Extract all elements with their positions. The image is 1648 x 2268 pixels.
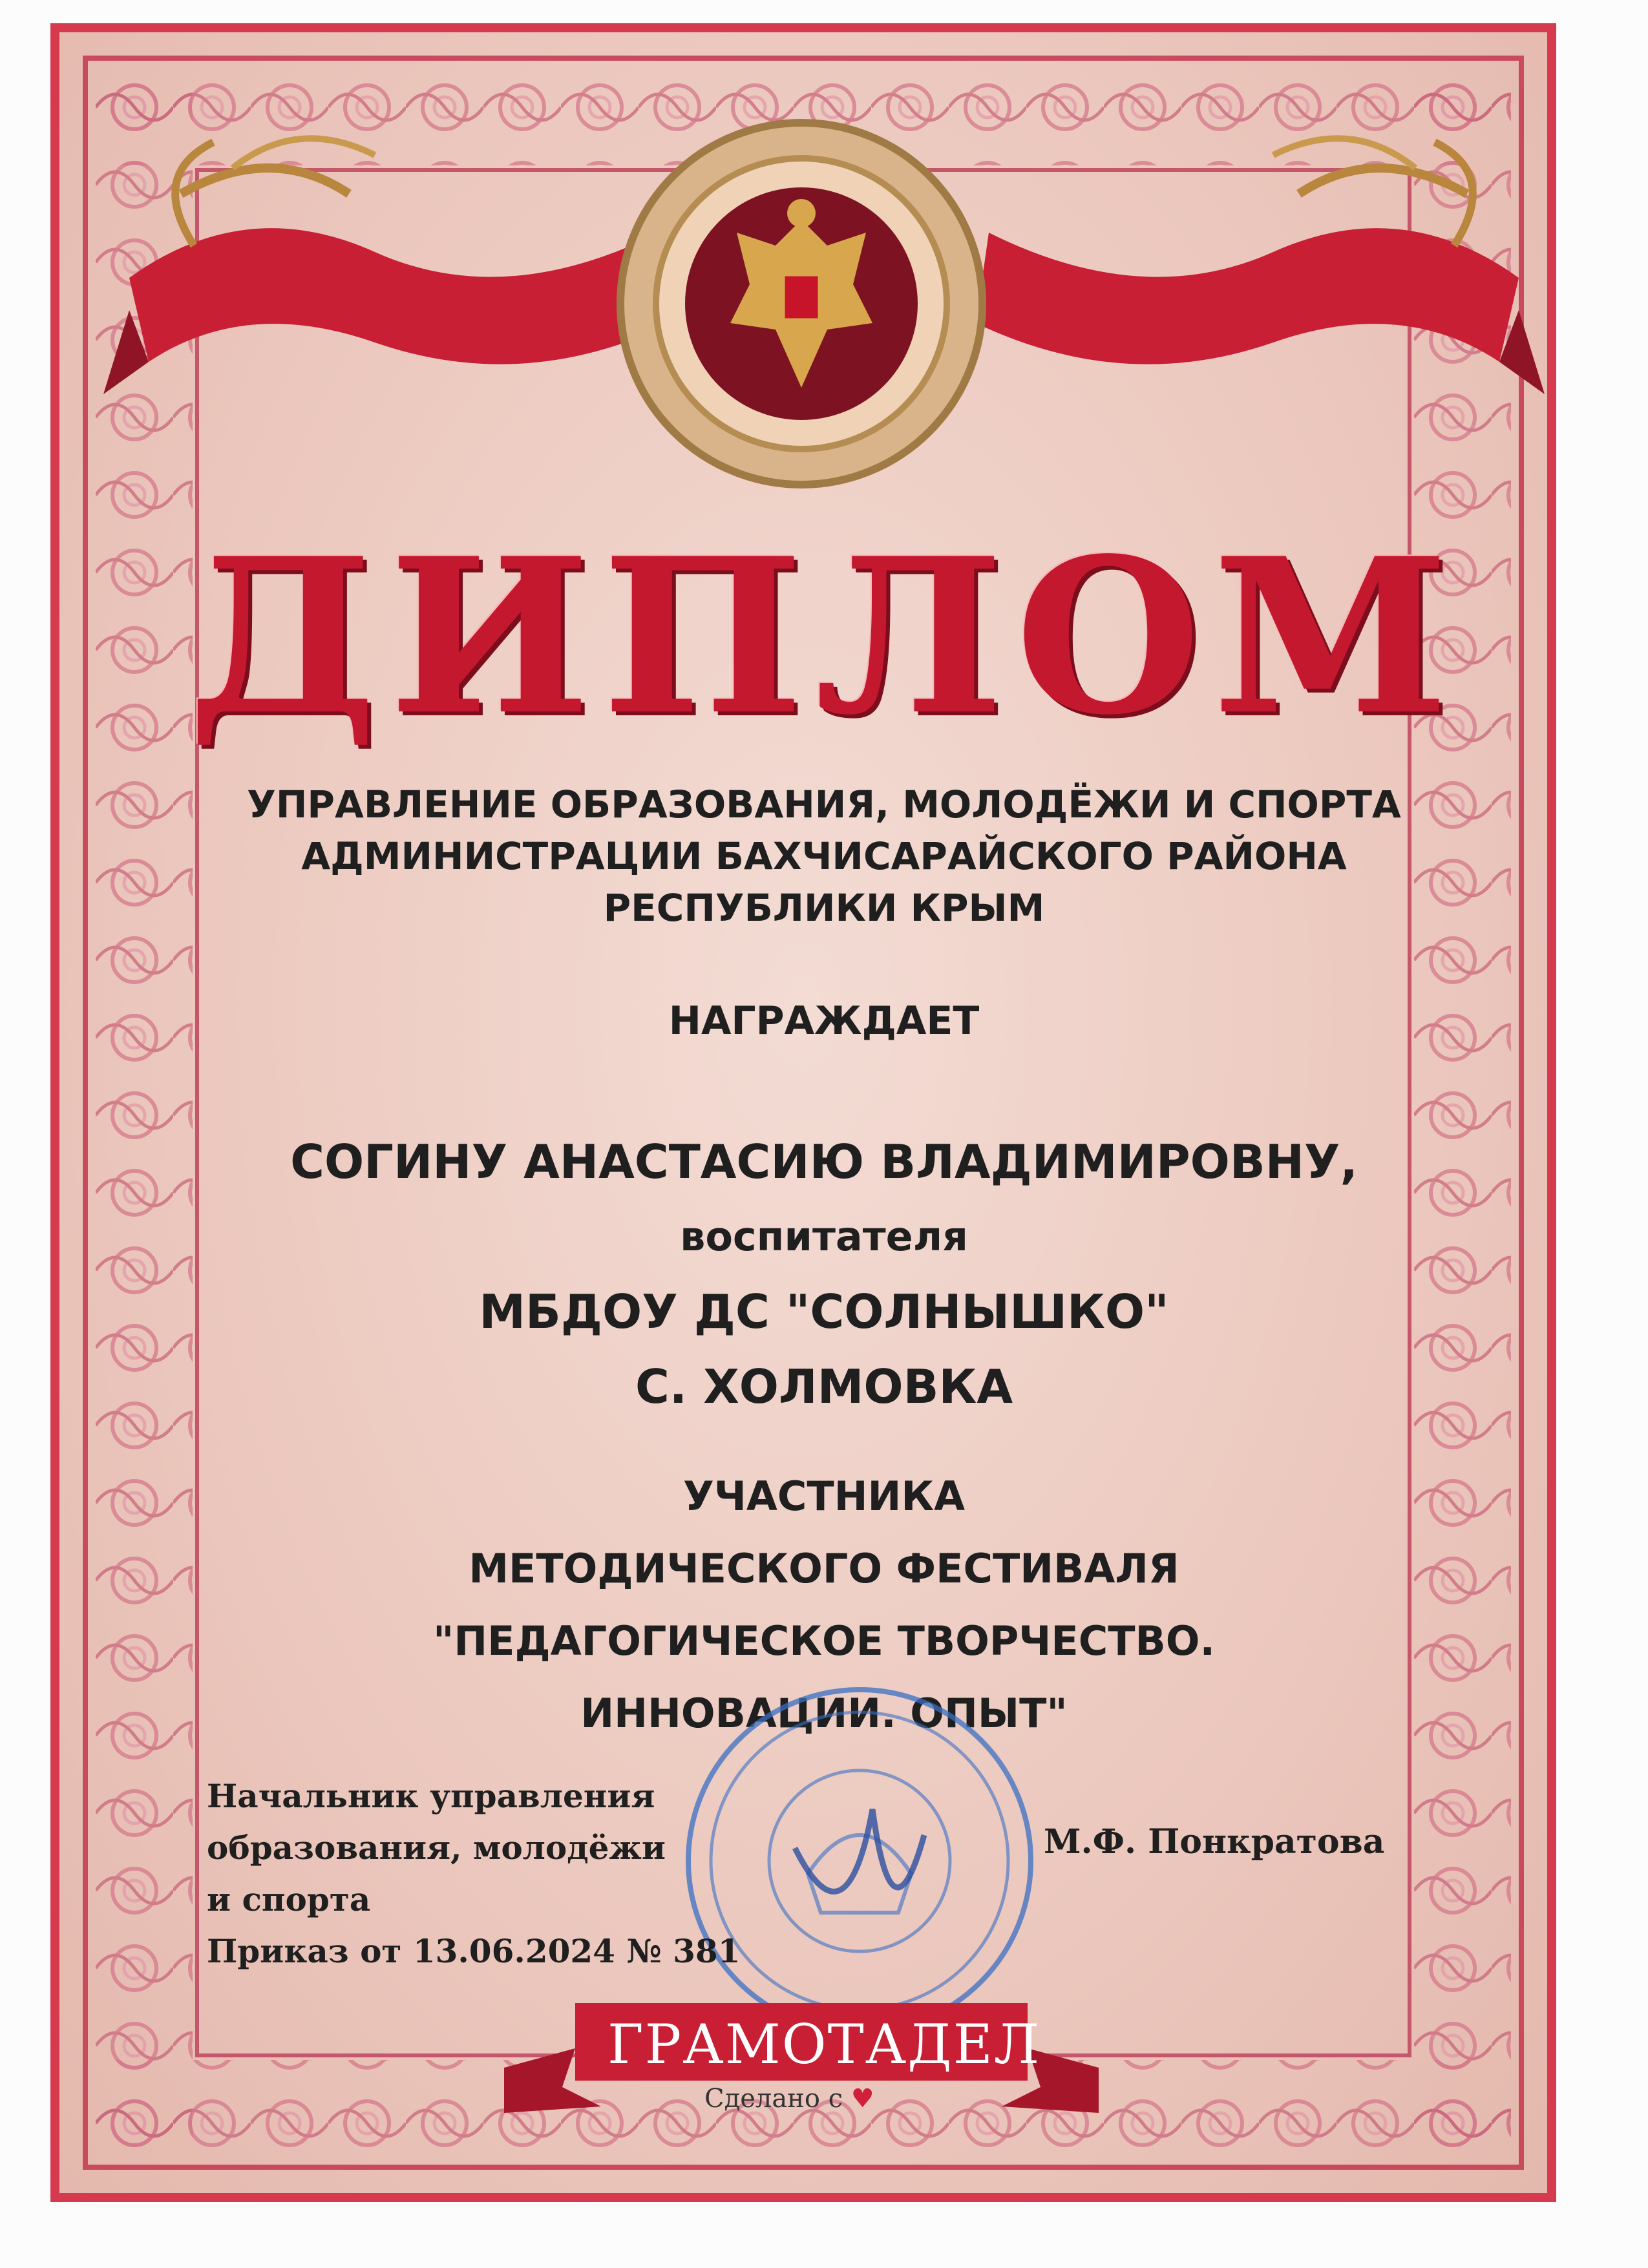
org-line-3: РЕСПУБЛИКИ КРЫМ [603,886,1045,930]
participation-line-2: МЕТОДИЧЕСКОГО ФЕСТИВАЛЯ [469,1545,1179,1592]
org-line-2: АДМИНИСТРАЦИИ БАХЧИСАРАЙСКОГО РАЙОНА [301,834,1347,878]
recipient-role: воспитателя [680,1213,968,1260]
recipient-institution: МБДОУ ДС "СОЛНЫШКО" [479,1285,1169,1339]
footer-made-with [704,2084,874,2114]
recipient-block [194,1124,1454,1424]
participation-line-3: "ПЕДАГОГИЧЕСКОЕ ТВОРЧЕСТВО. [432,1617,1216,1664]
signatory-title-line-2: образования, молодёжи [207,1829,666,1867]
participation-line-1: УЧАСТНИКА [682,1473,966,1520]
order-reference: Приказ от 13.06.2024 № 381 [207,1932,741,1970]
brand-part-a: ГРАМОТА [607,2013,908,2076]
awards-label: НАГРАЖДАЕТ [668,998,980,1044]
coat-of-arms-icon [614,116,989,491]
recipient-village: С. ХОЛМОВКА [635,1360,1013,1414]
issuing-organization [194,779,1454,934]
signatory-name: М.Ф. Понкратова [1044,1822,1385,1862]
brand-part-b: ДЕЛ [907,2013,1041,2076]
ribbon-left-icon [103,116,685,452]
participation-line-4: ИННОВАЦИИ. ОПЫТ" [580,1690,1068,1737]
signatory-title-line-1: Начальник управления [207,1777,655,1815]
ribbon-right-icon [963,116,1545,452]
recipient-name: СОГИНУ АНАСТАСИЮ ВЛАДИМИРОВНУ, [290,1135,1358,1189]
signatory-title-line-3: и спорта [207,1880,371,1918]
signatory-title [207,1770,741,1977]
org-line-1: УПРАВЛЕНИЕ ОБРАЗОВАНИЯ, МОЛОДЁЖИ И СПОРТА [247,782,1401,826]
heart-icon: ♥ [850,2084,874,2114]
made-with-label: Сделано с [704,2084,843,2114]
footer-brand [0,2013,1648,2076]
diploma-title: ДИПЛОМ [187,511,1461,762]
